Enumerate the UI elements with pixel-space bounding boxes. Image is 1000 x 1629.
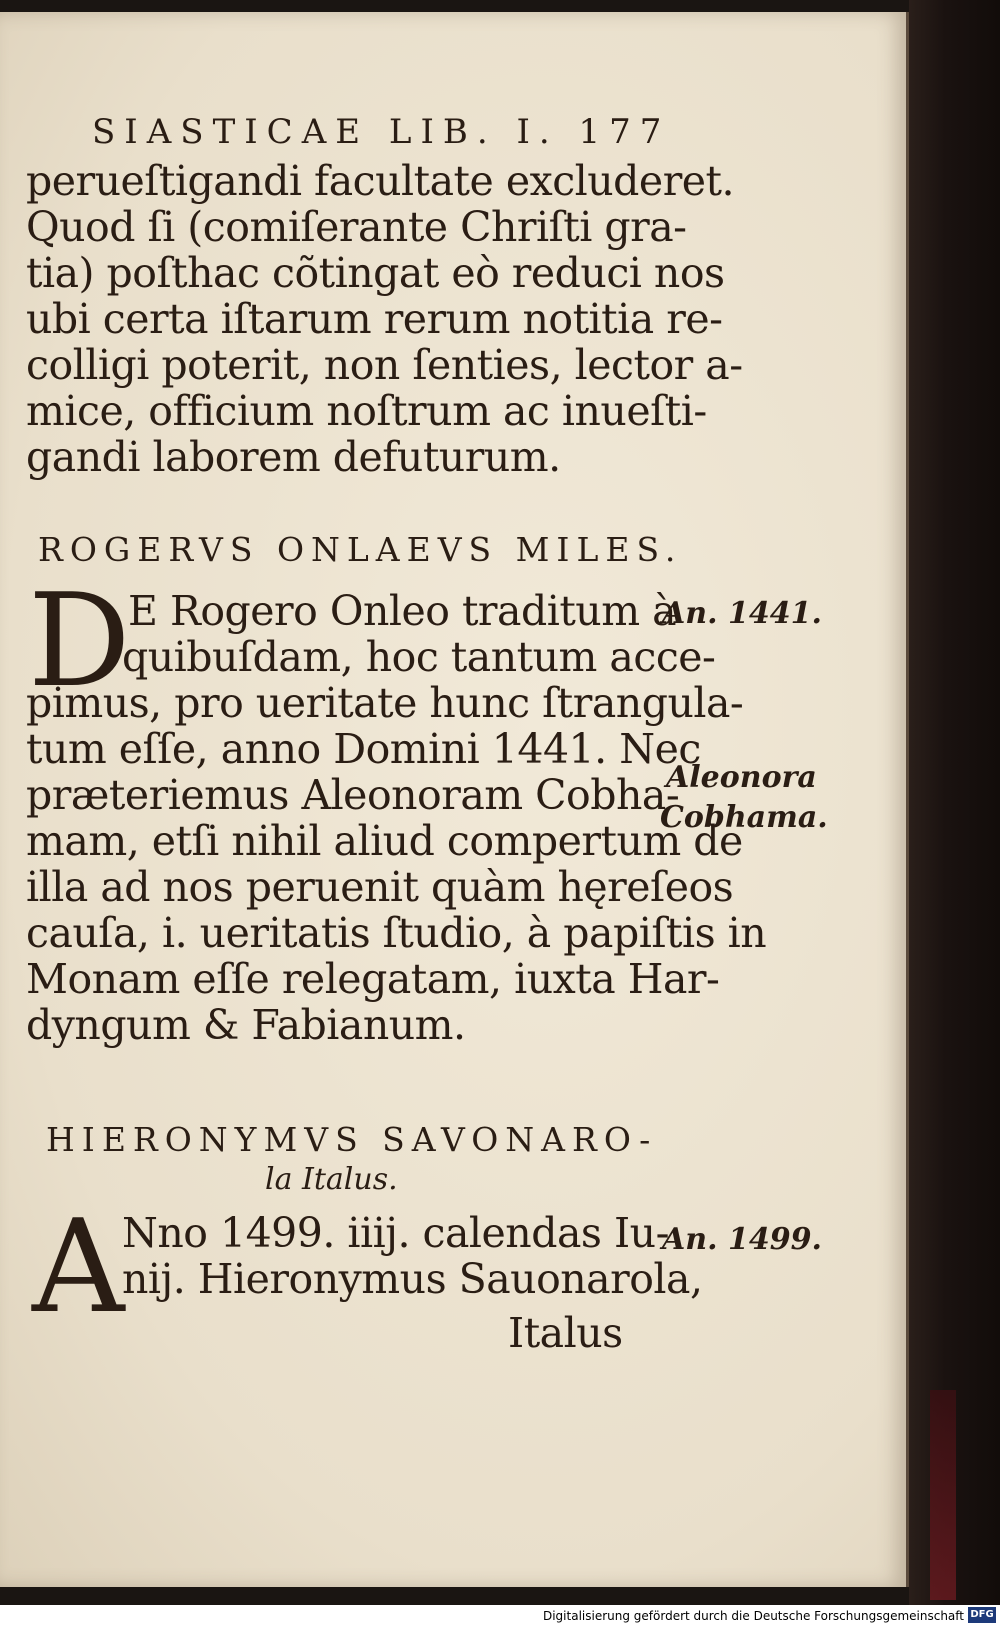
- text-line: illa ad nos peruenit quàm hęreſeos: [26, 863, 734, 911]
- text-line: præteriemus Aleonoram Cobha-: [26, 771, 680, 819]
- text-line: pimus, pro ueritate hunc ſtrangula-: [26, 679, 744, 727]
- marginal-note-year: An. 1499.: [662, 1222, 822, 1257]
- footer-credit: Digitalisierung gefördert durch die Deutsche Forschungsgemeinschaft: [542, 1609, 964, 1623]
- text-line: gandi laborem defuturum.: [26, 433, 561, 481]
- dropcap-d: D: [28, 567, 131, 716]
- text-line: Quod ſi (comiſerante Chriſti gra-: [26, 203, 687, 251]
- text-line: tum eſſe, anno Domini 1441. Nec: [26, 725, 701, 773]
- marginal-note-name: Aleonora: [666, 760, 817, 795]
- section-heading-rogerus: ROGERVS ONLAEVS MILES.: [38, 530, 683, 569]
- text-line: ubi certa iſtarum rerum notitia re-: [26, 295, 723, 343]
- text-line: colligi poterit, non ſenties, lector a-: [26, 341, 743, 389]
- catchword: Italus: [508, 1309, 623, 1357]
- text-line: Monam eſſe relegatam, iuxta Har-: [26, 955, 720, 1003]
- text-line: E Rogero Onleo traditum à: [128, 587, 677, 635]
- text-line: cauſa, i. ueritatis ſtudio, à papiſtis in: [26, 909, 767, 957]
- text-line: quibuſdam, hoc tantum acce-: [122, 633, 716, 681]
- section-subheading: la Italus.: [265, 1162, 398, 1197]
- text-line: tia) poſthac cõtingat eò reduci nos: [26, 249, 725, 297]
- binding-ribbon: [930, 1390, 956, 1600]
- text-line: mice, officium noſtrum ac inueſti-: [26, 387, 707, 435]
- text-line: nij. Hieronymus Sauonarola,: [122, 1255, 703, 1303]
- text-line: Nno 1499. iiij. calendas Iu-: [122, 1209, 669, 1257]
- section-heading-hieronymus: HIERONYMVS SAVONARO-: [46, 1120, 658, 1159]
- text-line: perueſtigandi facultate excluderet.: [26, 157, 735, 205]
- text-line: dyngum & Fabianum.: [26, 1001, 466, 1049]
- dfg-logo: DFG: [968, 1607, 996, 1623]
- marginal-note-year: An. 1441.: [662, 596, 822, 631]
- marginal-note-name: Cobhama.: [660, 800, 828, 835]
- dropcap-a: A: [32, 1193, 125, 1342]
- running-header: SIASTICAE LIB. I. 177: [92, 112, 671, 152]
- text-line: mam, etſi nihil aliud compertum de: [26, 817, 743, 865]
- book-edge: [909, 0, 1000, 1605]
